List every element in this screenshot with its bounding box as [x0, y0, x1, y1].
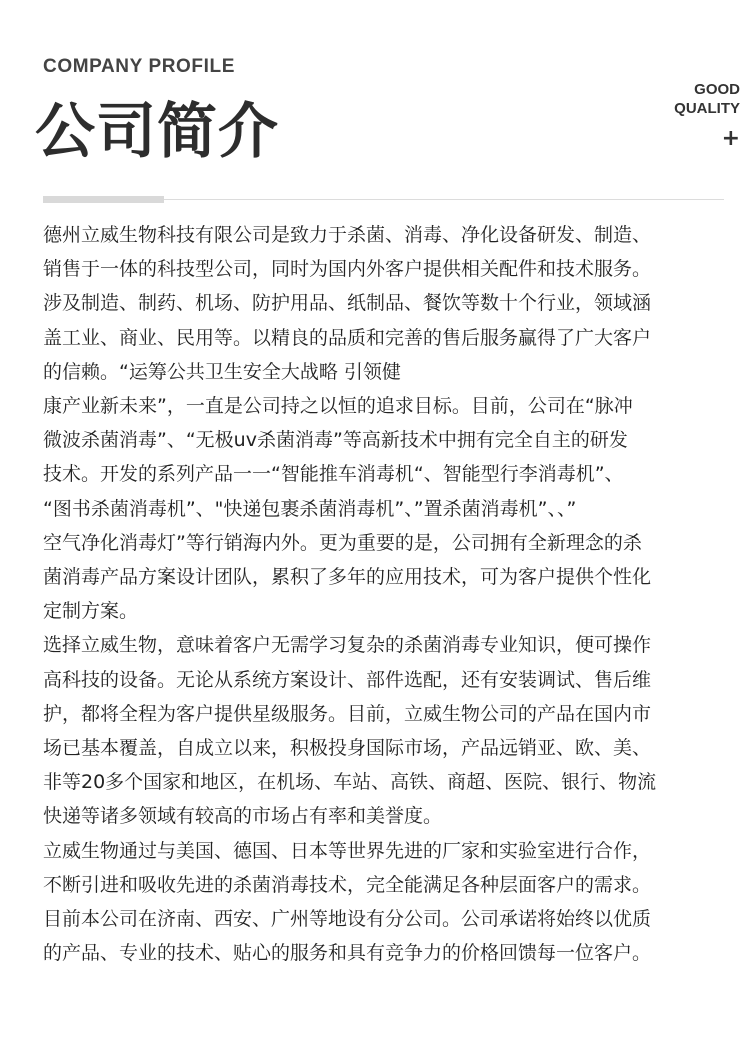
body-line: 护，都将全程为客户提供星级服务。目前，立威生物公司的产品在国内市	[43, 702, 652, 725]
body-line: 选择立威生物，意味着客户无需学习复杂的杀菌消毒专业知识，便可操作	[43, 634, 652, 657]
header-divider-accent	[43, 196, 164, 203]
quality-tagline	[674, 80, 740, 118]
body-line: 目前本公司在济南、西安、广州等地设有分公司。公司承诺将始终以优质	[43, 908, 652, 931]
body-line: 技术。开发的系列产品一一“智能推车消毒机“、智能型行李消毒机”、	[43, 463, 624, 486]
profile-body-text	[43, 218, 727, 970]
plus-icon: +	[721, 126, 740, 151]
quality-tagline-line-1: GOOD	[694, 81, 740, 98]
body-line: “图书杀菌消毒机”、"快递包裹杀菌消毒机”、”置杀菌消毒机”、、”	[43, 497, 577, 520]
body-line: 的信赖。“运筹公共卫生安全大战略 引领健	[43, 360, 401, 383]
body-line: 德州立威生物科技有限公司是致力于杀菌、消毒、净化设备研发、制造、	[43, 224, 652, 246]
body-line: 微波杀菌消毒”、“无极uv杀菌消毒”等高新技术中拥有完全自主的研发	[43, 429, 628, 452]
body-line: 高科技的设备。无论从系统方案设计、部件选配，还有安装调试、售后维	[43, 668, 652, 691]
body-line: 涉及制造、制药、机场、防护用品、纸制品、餐饮等数十个行业，领域涵	[43, 292, 652, 315]
body-line: 立威生物通过与美国、德国、日本等世界先进的厂家和实验室进行合作，	[43, 839, 652, 862]
body-line: 快递等诸多领域有较高的市场占有率和美誉度。	[43, 805, 443, 828]
quality-tagline-line-2: QUALITY	[674, 100, 740, 117]
body-line: 盖工业、商业、民用等。以精良的品质和完善的售后服务赢得了广大客户	[43, 326, 652, 349]
body-line: 定制方案。	[43, 600, 139, 623]
body-line: 非等20多个国家和地区，在机场、车站、高铁、商超、医院、银行、物流	[43, 771, 657, 794]
section-eyebrow: COMPANY PROFILE	[43, 56, 235, 77]
body-line: 康产业新未来”，一直是公司持之以恒的追求目标。目前，公司在“脉冲	[43, 395, 633, 418]
body-line: 销售于一体的科技型公司，同时为国内外客户提供相关配件和技术服务。	[43, 258, 652, 281]
body-line: 的产品、专业的技术、贴心的服务和具有竞争力的价格回馈每一位客户。	[43, 942, 652, 965]
body-line: 菌消毒产品方案设计团队，累积了多年的应用技术，可为客户提供个性化	[43, 566, 652, 589]
page-title: 公司简介	[35, 97, 279, 167]
body-line: 场已基本覆盖，自成立以来，积极投身国际市场，产品远销亚、欧、美、	[43, 737, 652, 760]
body-line: 不断引进和吸收先进的杀菌消毒技术，完全能满足各种层面客户的需求。	[43, 873, 652, 896]
body-line: 空气净化消毒灯”等行销海内外。更为重要的是，公司拥有全新理念的杀	[43, 531, 642, 554]
profile-header	[0, 0, 750, 210]
